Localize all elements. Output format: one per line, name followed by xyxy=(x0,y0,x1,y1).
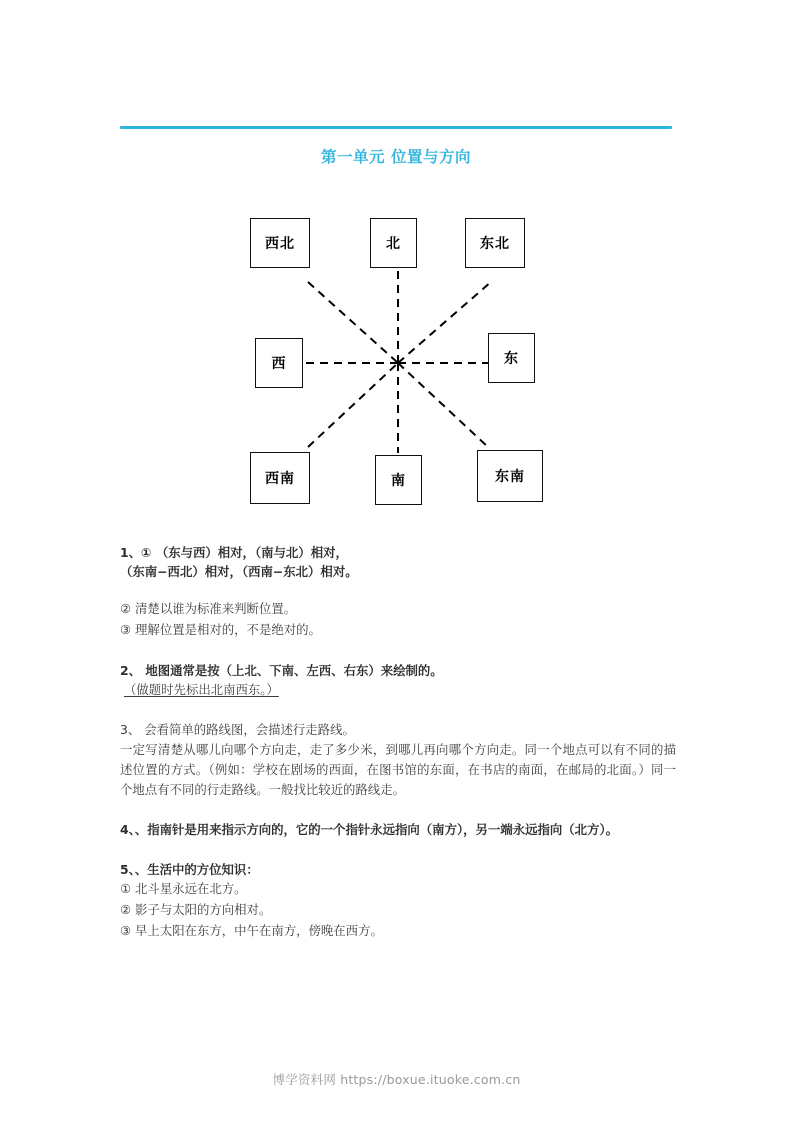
item-2-note-text: （做题时先标出北南西东。） xyxy=(124,682,279,698)
spacer xyxy=(120,800,676,820)
item-2-note xyxy=(120,680,676,699)
spacer xyxy=(120,840,676,860)
direction-box-west: 西 xyxy=(255,338,303,388)
item-1-line-2: （东南−西北）相对，（西南−东北）相对。 xyxy=(120,564,358,580)
footer-watermark: 博学资料网 https://boxue.ituoke.com.cn xyxy=(272,1072,521,1087)
spacer xyxy=(120,581,676,599)
item-1-sub-3: ③ 理解位置是相对的，不是绝对的。 xyxy=(120,622,321,638)
direction-box-northeast: 东北 xyxy=(465,218,525,268)
item-5-sub-3: ③ 早上太阳在东方，中午在南方，傍晚在西方。 xyxy=(120,922,383,938)
item-3-line-1: 3、 会看简单的路线图，会描述行走路线。 xyxy=(120,721,355,737)
item-5-heading: 5、、生活中的方位知识： xyxy=(120,862,259,877)
direction-box-south: 南 xyxy=(375,455,422,505)
item-5-sub-2: ② 影子与太阳的方向相对。 xyxy=(120,902,272,918)
spacer xyxy=(120,641,676,661)
item-4-line-1: 4、、指南针是用来指示方向的，它的一个指针永远指向（南方），另一端永远指向（北方）。 xyxy=(120,821,619,837)
item-1-sub-2: ② 清楚以谁为标准来判断位置。 xyxy=(120,601,297,617)
spacer xyxy=(120,700,676,720)
item-5-sub-1: ① 北斗星永远在北方。 xyxy=(120,881,247,897)
page-title: 第一单元 位置与方向 xyxy=(321,148,471,166)
direction-box-east: 东 xyxy=(488,333,535,383)
item-3-body: 一定写清楚从哪儿向哪个方向走，走了多少米，到哪儿再向哪个方向走。同一个地点可以有不同的描述位置的方式。（例如：学校在剧场的西面，在图书馆的东面，在书店的南面，在邮局的北面。）同一个地点有不同的行走路线。一般找比较近的路线走。 xyxy=(120,741,676,797)
item-1-line-1: 1、① （东与西）相对，（南与北）相对， xyxy=(120,545,348,560)
direction-box-southwest: 西南 xyxy=(250,452,310,504)
header-divider xyxy=(120,126,672,129)
notes-content xyxy=(120,543,676,942)
direction-box-northwest: 西北 xyxy=(250,218,310,268)
direction-box-north: 北 xyxy=(370,218,417,268)
direction-box-southeast: 东南 xyxy=(477,450,543,502)
item-2-line-1: 2、 地图通常是按（上北、下南、左西、右东）来绘制的。 xyxy=(120,663,443,679)
compass-diagram xyxy=(230,205,560,525)
